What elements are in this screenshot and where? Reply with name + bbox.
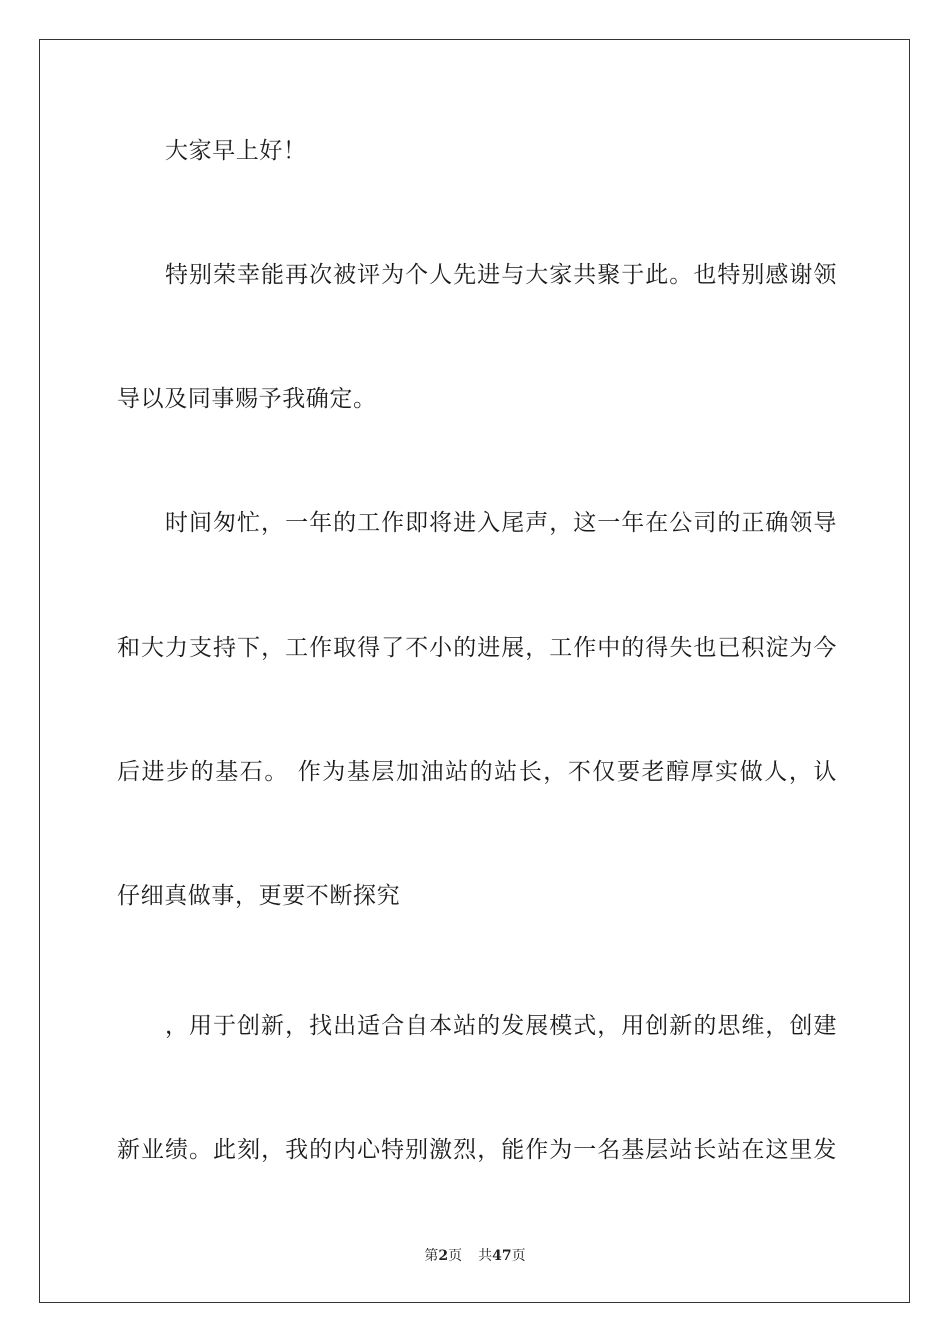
total-prefix: 共 [478,1248,493,1264]
page-footer [0,1247,950,1265]
greeting-line: 大家早上好！ [165,138,307,164]
paragraph-line: 导以及同事赐予我确定。 [117,386,377,412]
page-suffix: 页 [448,1248,463,1264]
paragraph-line: 后进步的基石。 作为基层加油站的站长，不仅要老醇厚实做人，认 [117,759,837,785]
page-prefix: 第 [424,1248,439,1264]
paragraph-line: 时间匆忙，一年的工作即将进入尾声，这一年在公司的正确领导 [165,510,837,536]
paragraph-line: ，用于创新，找出适合自本站的发展模式，用创新的思维，创建 [165,1013,837,1039]
paragraph-line: 新业绩。此刻，我的内心特别激烈，能作为一名基层站长站在这里发 [117,1137,837,1163]
current-page-number: 2 [438,1248,449,1264]
total-page-number: 47 [492,1248,512,1264]
paragraph-line: 仔细真做事，更要不断探究 [117,883,401,909]
total-suffix: 页 [511,1248,526,1264]
paragraph-line: 特别荣幸能再次被评为个人先进与大家共聚于此。也特别感谢领 [165,262,837,288]
page-frame [39,39,910,1303]
paragraph-line: 和大力支持下，工作取得了不小的进展，工作中的得失也已积淀为今 [117,635,837,661]
